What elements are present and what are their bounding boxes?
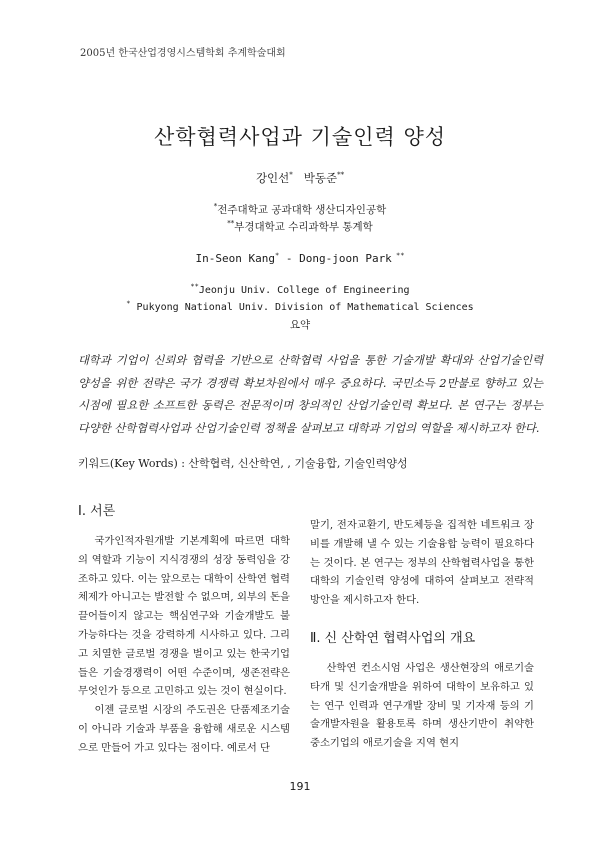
paragraph: 산학연 컨소시엄 사업은 생산현장의 애로기술 타개 및 신기술개발을 위하여 대학이 보유하고 있는 연구 인력과 연구개발 장비 및 기자재 등의 기술개발자원을 활용토록 하며 생산기반이 취약한 중소기업의 애로기술을 지역 현지	[310, 662, 534, 750]
paragraph: 국가인적자원개발 기본계획에 따르면 대학의 역할과 기능이 지식경쟁의 성장 동력임을 강조하고 있다. 이는 앞으로는 대학이 산학연 협력체제가 아니고는 발전할 수 없으며, 외부의 돈을 끌어들이지 않고는 핵심연구와 기술개발도 불가능하다는 것을 강력하게 시사하고 있다. 그리고 치열한 글로벌 경쟁을 벌이고 있는 한국기업들은 기술경쟁력이 어떤 수준이며, 생존전략은 무엇인가 등으로 고민하고 있는 것이 현실이다.	[78, 535, 290, 698]
authors-english: In-Seon Kang* - Dong-joon Park **	[195, 251, 405, 265]
affiliation-en-1: **Jeonju Univ. College of Engineering	[190, 282, 410, 296]
conference-header: 2005년 한국산업경영시스템학회 추계학술대회	[80, 48, 286, 59]
abstract-text: 대학과 기업이 신뢰와 협력을 기반으로 산학협력 사업을 통한 기술개발 확대와 산업기술인력 양성을 위한 전략은 국가 경쟁력 확보차원에서 매우 중요하다. 국민소득 2만불로 향하고 있는 시점에 필요한 소프트한 동력은 전문적이며 창의적인 산업기술인력 확보다. 본 연구는 정부는 다양한 산학협력사업과 산업기술인력 정책을 살펴보고 대학과 기업의 역할을 제시하고자 한다.	[78, 354, 543, 435]
author-2: 박동준	[303, 171, 338, 185]
section-2-right-column	[310, 659, 534, 753]
affiliation-kr-1: *전주대학교 공과대학 생산디자인공학	[213, 202, 387, 216]
paragraph: 말기, 전자교환기, 반도체등을 집적한 네트워크 장비를 개발해 낼 수 있는 기술융합 능력이 필요하다는 것이다. 본 연구는 정부의 산학협력사업을 통한 대학의 기술인력 양성에 대하여 살펴보고 전략적 방안을 제시하고자 한다.	[310, 519, 534, 607]
paragraph: 이젠 글로벌 시장의 주도권은 단품제조기술이 아니라 기술과 부품을 융합해 새로운 시스템으로 만들어 가고 있다는 점이다. 예로서 단	[78, 704, 290, 754]
keywords: 키워드(Key Words) : 산학협력, 신산학연, , 기술융합, 기술인력양성	[78, 457, 408, 470]
abstract-heading: 요약	[289, 319, 311, 331]
authors-korean	[0, 170, 600, 186]
author-2-mark: **	[337, 171, 345, 180]
affiliation-en-2: * Pukyong National Univ. Division of Mathematical Sciences	[126, 299, 474, 313]
author-1: 강인선	[255, 171, 290, 185]
section-1-right-column	[310, 516, 534, 610]
section-1-title: Ⅰ. 서론	[78, 504, 116, 519]
page-number: 191	[289, 780, 311, 793]
paper-title: 산학협력사업과 기술인력 양성	[153, 125, 447, 149]
section-1-left-column	[78, 532, 290, 758]
section-2-title: Ⅱ. 신 산학연 협력사업의 개요	[310, 631, 476, 646]
affiliation-kr-2: **부경대학교 수리과학부 통계학	[227, 219, 373, 233]
author-1-mark: *	[289, 171, 293, 180]
